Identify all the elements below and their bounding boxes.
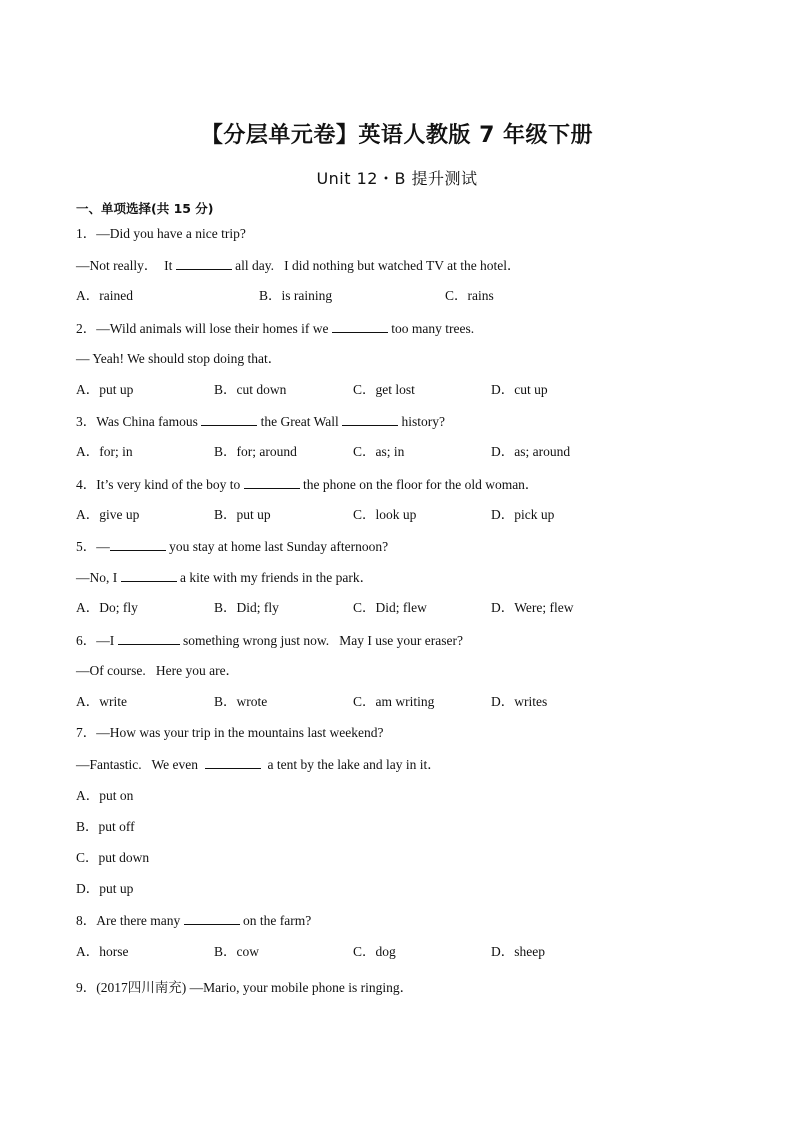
question-5-stem — [76, 538, 388, 555]
question-6-stem — [76, 632, 463, 649]
question-3-option-b: B．for; around — [214, 444, 297, 459]
question-6-dialogue: —Of course. Here you are． — [76, 663, 240, 678]
question-5-stem-b: you stay at home last Sunday afternoon? — [165, 539, 389, 554]
question-5-option-a: A．Do; fly — [76, 600, 138, 615]
question-5-option-b: B．Did; fly — [214, 600, 279, 615]
question-3-stem-c: history? — [398, 414, 446, 429]
question-8-stem-b: on the farm? — [239, 913, 312, 928]
question-2-stem-a: 2．—Wild animals will lose their homes if we — [76, 321, 332, 336]
question-2-dialogue: — Yeah! We should stop doing that． — [76, 351, 282, 366]
section-heading: 一、单项选择(共 15 分) — [76, 201, 214, 216]
answer-blank — [176, 257, 232, 270]
question-2-option-c: C．get lost — [353, 382, 415, 397]
question-3-option-d: D．as; around — [491, 444, 571, 459]
question-2-stem-b: too many trees. — [387, 321, 475, 336]
question-7-option-b: B．put off — [76, 819, 135, 834]
question-8-option-b: B．cow — [214, 944, 259, 959]
question-6-option-c: C．am writing — [353, 694, 435, 709]
question-4-option-b: B．put up — [214, 507, 271, 522]
question-8-option-a: A．horse — [76, 944, 129, 959]
question-7-option-d: D．put up — [76, 881, 134, 896]
question-2-stem — [76, 320, 474, 337]
question-3-stem-a: 3．Was China famous — [76, 414, 202, 429]
question-4-option-a: A．give up — [76, 507, 140, 522]
question-7-option-c: C．put down — [76, 850, 150, 865]
question-1-option-b: B．is raining — [259, 288, 333, 303]
question-1-dialogue-a: —Not really． It — [76, 258, 176, 273]
question-8-option-d: D．sheep — [491, 944, 545, 959]
question-1-dialogue-b: all day. I did nothing but watched TV at the hotel． — [231, 258, 521, 273]
question-3-stem — [76, 413, 445, 430]
question-5-stem-a: 5．— — [76, 539, 110, 554]
question-3-stem-b: the Great Wall — [257, 414, 343, 429]
question-6-stem-a: 6．—I — [76, 633, 118, 648]
question-2-option-b: B．cut down — [214, 382, 287, 397]
question-8-stem-a: 8．Are there many — [76, 913, 184, 928]
answer-blank — [342, 413, 398, 426]
question-6-stem-b: something wrong just now. May I use your eraser? — [179, 633, 463, 648]
answer-blank — [332, 320, 388, 333]
question-2-option-a: A．put up — [76, 382, 134, 397]
question-7-dialogue-a: —Fantastic. We even — [76, 757, 205, 772]
answer-blank — [244, 476, 300, 489]
question-6-option-d: D．writes — [491, 694, 548, 709]
question-1-option-a: A．rained — [76, 288, 133, 303]
question-1-stem: 1．—Did you have a nice trip? — [76, 226, 246, 241]
answer-blank — [184, 912, 240, 925]
question-4-stem-b: the phone on the floor for the old woman． — [299, 477, 539, 492]
question-4-option-c: C．look up — [353, 507, 417, 522]
question-3-option-c: C．as; in — [353, 444, 405, 459]
question-2-option-d: D．cut up — [491, 382, 548, 397]
question-5-option-d: D．Were; flew — [491, 600, 574, 615]
answer-blank — [110, 538, 166, 551]
page-subtitle: Unit 12・B 提升测试 — [316, 169, 478, 188]
question-5-option-c: C．Did; flew — [353, 600, 427, 615]
question-7-dialogue-b: a tent by the lake and lay in it． — [260, 757, 441, 772]
answer-blank — [205, 756, 261, 769]
page-title: 【分层单元卷】英语人教版 7 年级下册 — [200, 123, 594, 148]
question-4-option-d: D．pick up — [491, 507, 555, 522]
question-4-stem — [76, 476, 538, 493]
question-7-stem: 7．—How was your trip in the mountains last weekend? — [76, 725, 384, 740]
question-5-dialogue — [76, 569, 373, 586]
question-5-dialogue-b: a kite with my friends in the park． — [176, 570, 374, 585]
answer-blank — [118, 632, 180, 645]
question-5-dialogue-a: —No, I — [76, 570, 121, 585]
question-1-dialogue — [76, 257, 521, 274]
question-4-stem-a: 4．It’s very kind of the boy to — [76, 477, 244, 492]
question-6-option-b: B．wrote — [214, 694, 268, 709]
question-9-stem: 9．(2017四川南充) —Mario, your mobile phone is ringing． — [76, 980, 414, 995]
answer-blank — [201, 413, 257, 426]
question-3-option-a: A．for; in — [76, 444, 133, 459]
question-1-option-c: C．rains — [445, 288, 494, 303]
answer-blank — [121, 569, 177, 582]
question-8-option-c: C．dog — [353, 944, 396, 959]
question-7-dialogue — [76, 756, 441, 773]
question-7-option-a: A．put on — [76, 788, 134, 803]
question-6-option-a: A．write — [76, 694, 127, 709]
question-8-stem — [76, 912, 311, 929]
